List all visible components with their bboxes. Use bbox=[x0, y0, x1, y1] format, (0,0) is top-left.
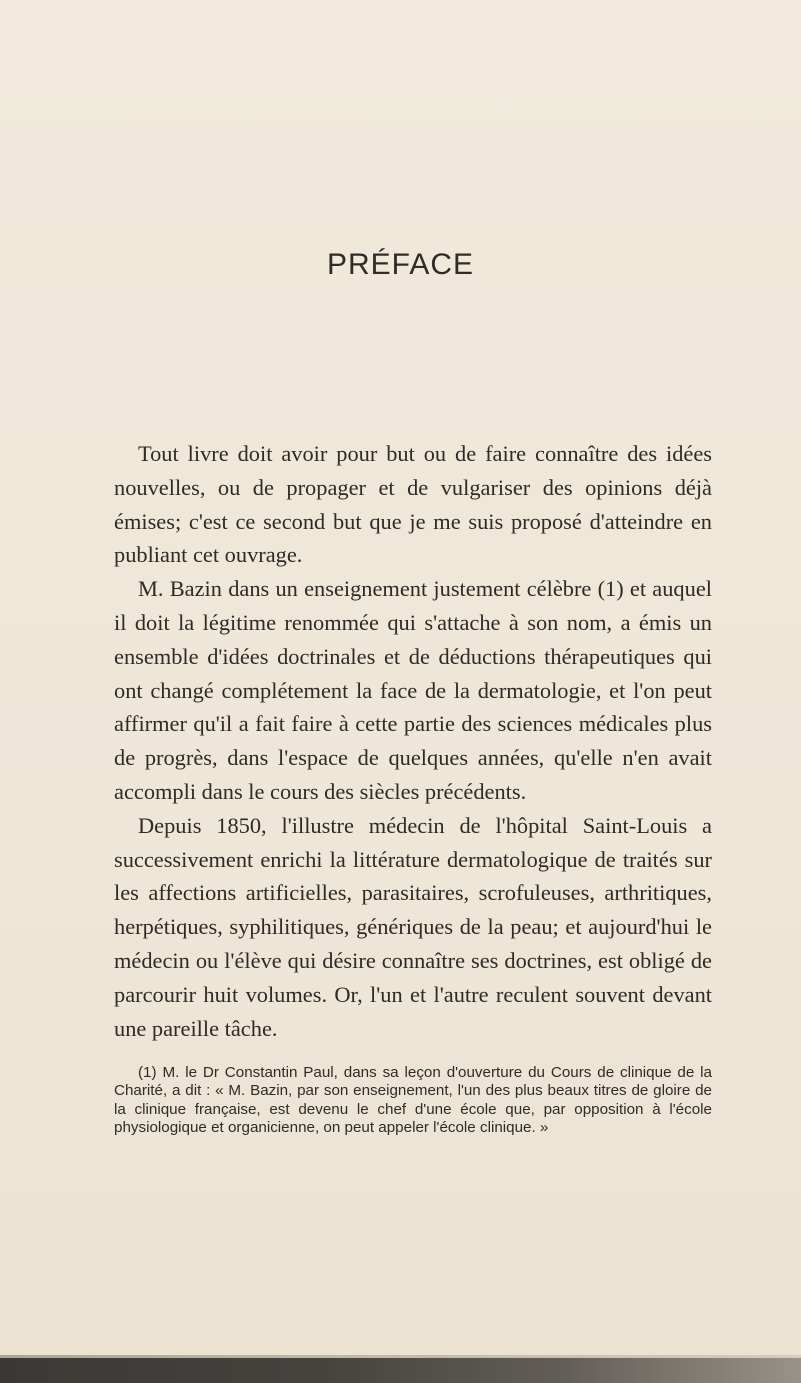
paragraph-3: Depuis 1850, l'illustre médecin de l'hôpital Saint-Louis a successivement enrichi la littérature dermatologique de traités sur les affections artificielles, parasitaires, scrofuleuses, arthritiques, herpétiques, syphilitiques, génériques de la peau; et aujourd'hui le médecin ou l'élève qui désire connaître ses doctrines, est obligé de parcourir huit volumes. Or, l'un et l'autre reculent souvent devant une pareille tâche. bbox=[114, 812, 712, 1041]
scan-edge-mark bbox=[0, 1358, 801, 1383]
preface-body bbox=[114, 437, 712, 1045]
paragraph-1: Tout livre doit avoir pour but ou de faire connaître des idées nouvelles, ou de propager et de vulgariser des opinions déjà émises; c'est ce second but que je me suis proposé d'atteindre en publiant cet ouvrage. bbox=[114, 441, 712, 568]
footnote: (1) M. le Dr Constantin Paul, dans sa leçon d'ouverture du Cours de clinique de la Charité, a dit : « M. Bazin, par son enseignement, l'un des plus beaux titres de gloire de la clinique française, est devenu le chef d'une école que, par opposition à l'école physiologique et organicienne, on peut appeler l'école clinique. » bbox=[114, 1064, 712, 1137]
paragraph-2: M. Bazin dans un enseignement justement célèbre (1) et auquel il doit la légitime renommée qui s'attache à son nom, a émis un ensemble d'idées doctrinales et de déductions thérapeutiques qui ont changé complétement la face de la dermatologie, et l'on peut affirmer qu'il a fait faire à cette partie des sciences médicales plus de progrès, dans l'espace de quelques années, qu'elle n'en avait accompli dans le cours des siècles précédents. bbox=[114, 576, 712, 804]
page-title: PRÉFACE bbox=[326, 248, 475, 281]
